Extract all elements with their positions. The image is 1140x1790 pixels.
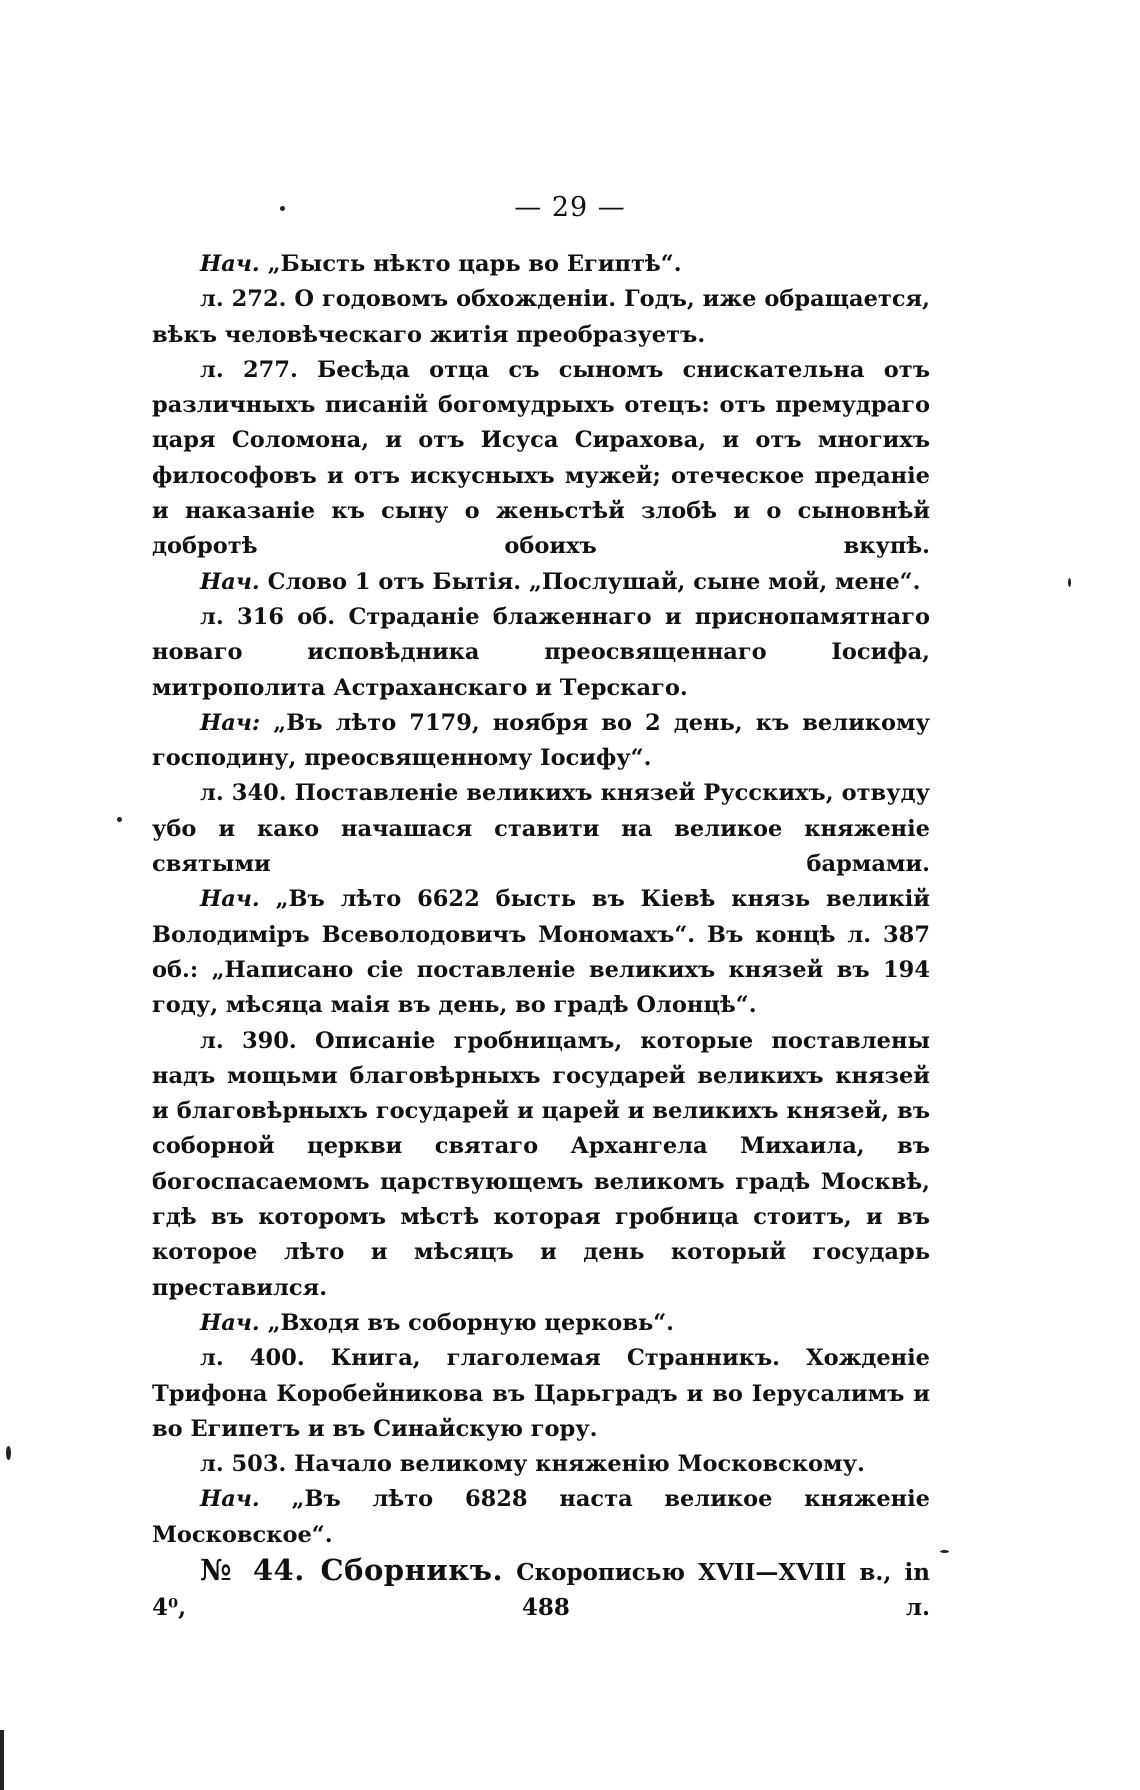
paragraph [152, 776, 930, 882]
paragraph-text: „Бысть нѣкто царь во Египтѣ“. [259, 251, 682, 277]
paragraph [152, 247, 930, 282]
incipit-label: Нач. [200, 1309, 260, 1336]
paragraph [152, 353, 930, 565]
paragraph [152, 1341, 930, 1447]
paragraph-text: л. 340. Поставленіе великихъ князей Русскихъ, отвуду убо и како начашася ставити на великое княженіе святыми бармами. [152, 780, 930, 878]
paragraph [152, 706, 930, 777]
paragraph [152, 1482, 930, 1553]
page-number: — 29 — [514, 192, 626, 223]
incipit-label: Нач. [200, 251, 260, 277]
entry-number: № 44. Сборникъ. [200, 1552, 504, 1587]
paragraph [152, 282, 930, 353]
print-speck [6, 1446, 11, 1460]
print-speck [1068, 578, 1071, 587]
paragraph-text: л. 400. Книга, глаголемая Странникъ. Хожденіе Трифона Коробейникова въ Царьградъ и во Іерусалимъ и во Египетъ и въ Синайскую гору. [152, 1345, 930, 1442]
paragraph [152, 1024, 930, 1306]
entry-description: Скорописью XVII—XVIII в., in 4⁰, 488 л. [152, 1558, 930, 1622]
paragraph [152, 1306, 930, 1341]
paragraph-text: л. 316 об. Страданіе блаженнаго и приснопамятнаго новаго исповѣдника преосвященнаго Іосифа, митрополита Астраханскаго и Терскаго. [152, 603, 930, 701]
paragraph-text: л. 390. Описаніе гробницамъ, которые поставлены надъ мощьми благовѣрныхъ государей великихъ князей и благовѣрныхъ государей и царей и великихъ князей, въ соборной церкви святаго Архангела Михаила, въ богоспасаемомъ царствующемъ великомъ градѣ Москвѣ, гдѣ въ которомъ мѣстѣ которая гробница стоитъ, и въ которое лѣто и мѣсяцъ и день который государь преставился. [152, 1027, 930, 1301]
catalog-text [152, 247, 930, 1626]
print-speck [940, 1550, 949, 1553]
paragraph-text: л. 272. О годовомъ обхожденіи. Годъ, иже обращается, вѣкъ человѣческаго житія преобразуетъ. [152, 286, 930, 348]
paragraph-text: „Входя въ соборную церковь“. [259, 1309, 674, 1336]
paragraph-text: л. 277. Бесѣда отца съ сыномъ снискательна отъ различныхъ писаній богомудрыхъ отецъ: отъ премудраго царя Соломона, и отъ Исуса Сирахова, и отъ многихъ философовъ и отъ искусныхъ мужей; отеческое преданіе и наказаніе къ сыну о женьстѣй злобѣ и о сыновнѣй добротѣ обоихъ вкупѣ. [152, 356, 930, 560]
print-speck [117, 817, 122, 822]
print-speck [280, 206, 285, 211]
incipit-label: Нач. [200, 886, 260, 913]
page-edge-shadow [0, 1730, 150, 1790]
entry-heading [152, 1553, 930, 1626]
incipit-label: Нач. [200, 1486, 260, 1513]
incipit-label: Нач. [200, 568, 260, 595]
paragraph-text: „Въ лѣто 6828 наста великое княженіе Московское“. [152, 1486, 930, 1548]
paragraph-text: „Въ лѣто 6622 бысть въ Кіевѣ князь великій Володиміръ Всеволодовичъ Мономахъ“. Въ концѣ л. 387 об.: „Написано сіе поставленіе великихъ князей въ 194 году, мѣсяца маія въ день, во градѣ Олонцѣ“. [152, 886, 930, 1019]
paragraph [152, 565, 930, 600]
paragraph-text: Слово 1 отъ Бытія. „Послушай, сыне мой, мене“. [259, 568, 921, 595]
paragraph [152, 1447, 930, 1482]
paragraph [152, 882, 930, 1023]
paragraph-text: „Въ лѣто 7179, ноября во 2 день, къ великому господину, преосвященному Іосифу“. [152, 709, 930, 772]
incipit-label: Нач: [200, 709, 261, 736]
paragraph-text: л. 503. Начало великому княженію Московскому. [200, 1451, 865, 1478]
paragraph [152, 600, 930, 706]
